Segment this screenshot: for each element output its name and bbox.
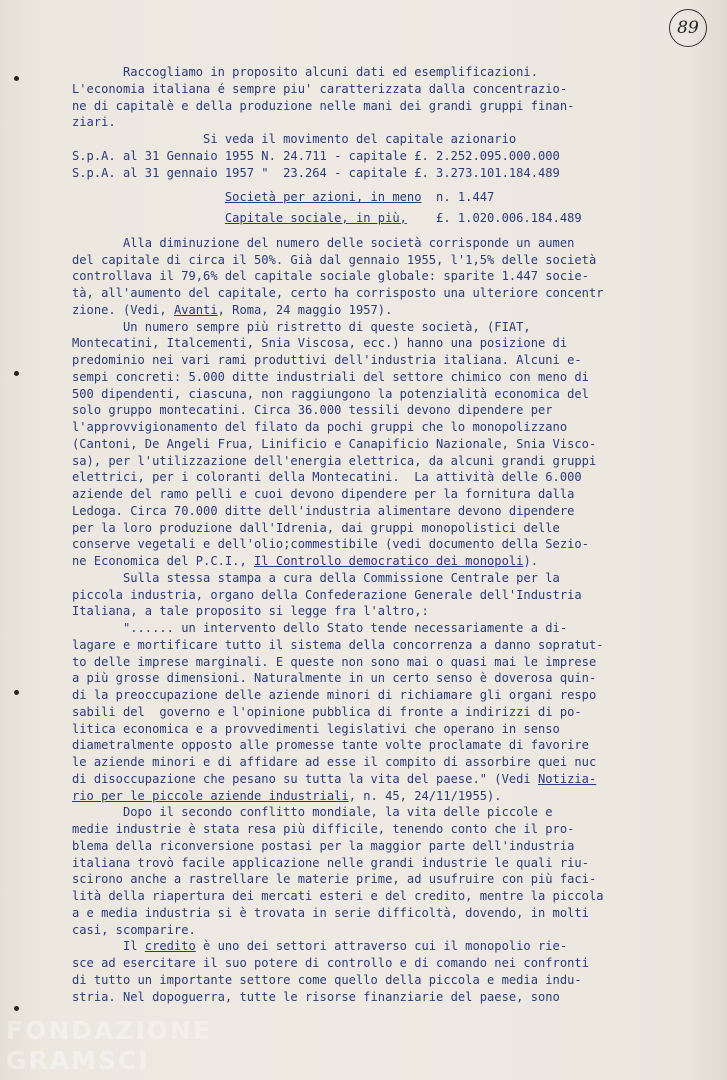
underlined-text: credito bbox=[144, 939, 196, 954]
watermark-line: GRAMSCI bbox=[6, 1046, 150, 1075]
text-line bbox=[72, 165, 722, 182]
text-line bbox=[72, 235, 722, 252]
line-text: italiana trovò facile applicazione nelle grandi industrie le quali riu- bbox=[72, 855, 589, 870]
line-text: , Roma, 24 maggio 1957). bbox=[217, 302, 393, 317]
text-line bbox=[72, 98, 722, 115]
line-text: , n. 45, 24/11/1955). bbox=[348, 788, 502, 803]
text-line bbox=[72, 620, 722, 637]
underlined-text: Avanti bbox=[173, 302, 218, 317]
line-text: solo gruppo montecatini. Circa 36.000 tessili devono dipendere per bbox=[72, 403, 553, 418]
text-line bbox=[72, 804, 722, 821]
line-text: ne Economica del P.C.I., bbox=[72, 554, 255, 568]
text-line bbox=[72, 721, 722, 738]
line-text: sce ad esercitare il suo potere di controllo e di comando nei confronti bbox=[72, 956, 589, 970]
line-text: zione. (Vedi, bbox=[72, 302, 174, 317]
text-line bbox=[72, 386, 722, 403]
line-text: Ledoga. Circa 70.000 ditte dell'industria alimentare devono dipendere bbox=[72, 503, 575, 518]
page-number: 89 bbox=[669, 9, 707, 47]
typewritten-body bbox=[72, 64, 722, 1005]
text-line bbox=[72, 570, 722, 587]
text-line bbox=[72, 553, 722, 570]
line-text: conserve vegetali e dell'olio;commestibile (vedi documento della Sezio- bbox=[72, 537, 589, 552]
line-text: litica economica e a provvedimenti legislativi che operano in senso bbox=[72, 721, 560, 736]
line-text: 500 dipendenti, ciascuna, non raggiungono la potenzialità economica del bbox=[72, 386, 589, 401]
text-line bbox=[72, 319, 722, 336]
text-line bbox=[72, 402, 722, 419]
line-text: del capitale di circa il 50%. Già dal gennaio 1955, l'1,5% delle società bbox=[72, 252, 597, 267]
watermark-line: FONDAZIONE bbox=[6, 1016, 213, 1045]
line-text: di la preoccupazione delle aziende minori di richiamare gli organi respo bbox=[72, 688, 597, 702]
line-text: Un numero sempre più ristretto di queste società, (FIAT, bbox=[72, 319, 531, 334]
text-line bbox=[72, 754, 722, 771]
text-line bbox=[72, 955, 722, 972]
text-line bbox=[72, 637, 722, 654]
text-line bbox=[72, 536, 722, 553]
text-line bbox=[72, 520, 722, 537]
text-line bbox=[72, 335, 722, 352]
line-text: Dopo il secondo conflitto mondiale, la vita delle piccole e bbox=[72, 805, 553, 820]
text-line bbox=[72, 821, 722, 838]
line-text: lità della riapertura dei mercati esteri e del credito, mentre la piccola bbox=[72, 889, 604, 903]
line-text: per la loro produzione dall'Idrenia, dai gruppi monopolistici delle bbox=[72, 520, 560, 535]
text-line bbox=[72, 436, 722, 453]
line-text bbox=[72, 211, 225, 225]
line-text: predominio nei vari rami produttivi dell'industria italiana. Alcuni e- bbox=[72, 353, 582, 367]
text-line bbox=[72, 352, 722, 369]
text-line bbox=[72, 972, 722, 989]
line-text: £. 1.020.006.184.489 bbox=[406, 211, 582, 225]
text-line bbox=[72, 81, 722, 98]
line-text: Italiana, a tale proposito si legge fra l'altro,: bbox=[72, 604, 429, 619]
underlined-text: rio per le piccole aziende industriali bbox=[72, 788, 349, 803]
margin-punch-mark bbox=[14, 690, 19, 695]
line-text: diametralmente opposto alle promesse tante volte proclamate di favorire bbox=[72, 738, 589, 753]
margin-punch-mark bbox=[14, 76, 19, 81]
underlined-text: Il Controllo democratico dei monopoli bbox=[254, 554, 524, 568]
text-line bbox=[72, 989, 722, 1006]
line-text: a e media industria si è trovata in serie difficoltà, dovendo, in molti bbox=[72, 905, 589, 920]
line-text: lagare e mortificare tutto il sistema della concorrenza a danno sopratut- bbox=[72, 637, 604, 652]
line-text: casi, scomparire. bbox=[72, 922, 196, 937]
line-text: sa), per l'utilizzazione dell'energia elettrica, da alcuni grandi gruppi bbox=[72, 453, 597, 468]
line-text: l'approvvigionamento del filato da pochi gruppi che lo monopolizzano bbox=[72, 420, 568, 434]
text-line bbox=[72, 419, 722, 436]
text-line bbox=[72, 227, 722, 235]
text-line bbox=[72, 503, 722, 520]
text-line bbox=[72, 210, 722, 227]
line-text: è uno dei settori attraverso cui il monopolio rie- bbox=[195, 939, 568, 954]
text-line bbox=[72, 181, 722, 189]
text-line bbox=[72, 687, 722, 704]
line-text: di disoccupazione che pesano su tutta la vita del paese." (Vedi bbox=[72, 771, 538, 786]
line-text: to delle imprese marginali. E queste non sono mai o quasi mai le imprese bbox=[72, 654, 597, 669]
line-text: blema della riconversione postasi per la maggior parte dell'industria bbox=[72, 838, 575, 853]
line-text: sabili del governo e l'opinione pubblica di fronte a indirizzi di po- bbox=[72, 704, 582, 719]
text-line bbox=[72, 855, 722, 872]
text-line bbox=[72, 189, 722, 206]
text-line bbox=[72, 486, 722, 503]
line-text: di tutto un importante settore come quello della piccola e media indu- bbox=[72, 972, 582, 987]
margin-punch-mark bbox=[14, 1006, 19, 1011]
line-text: ne di capitalè e della produzione nelle mani dei grandi gruppi finan- bbox=[72, 98, 575, 113]
line-text: aziende del ramo pelli e cuoi devono dipendere per la fornitura dalla bbox=[72, 487, 575, 501]
line-text: tà, all'aumento del capitale, certo ha corrisposto una ulteriore concentr bbox=[72, 286, 604, 300]
underlined-text: Capitale sociale, in più, bbox=[224, 211, 407, 225]
line-text: Si veda il movimento del capitale azionario bbox=[72, 132, 517, 146]
line-text: le aziende minori e di affidare ad esse il compito di assorbire quei nuc bbox=[72, 755, 597, 769]
margin-punch-mark bbox=[14, 371, 19, 376]
line-text: n. 1.447 bbox=[421, 190, 495, 205]
line-text: ). bbox=[523, 554, 538, 568]
underlined-text: Società per azioni, in meno bbox=[224, 190, 422, 205]
line-text: S.p.A. al 31 gennaio 1957 " 23.264 - capitale £. 3.273.101.184.489 bbox=[72, 165, 560, 180]
text-line bbox=[72, 469, 722, 486]
line-text: Il bbox=[72, 939, 145, 954]
text-line bbox=[72, 587, 722, 604]
text-line bbox=[72, 114, 722, 131]
text-line bbox=[72, 737, 722, 754]
text-line bbox=[72, 704, 722, 721]
text-line bbox=[72, 922, 722, 939]
text-line bbox=[72, 771, 722, 788]
text-line bbox=[72, 268, 722, 285]
text-line bbox=[72, 131, 722, 148]
line-text: stria. Nel dopoguerra, tutte le risorse finanziarie del paese, sono bbox=[72, 989, 560, 1004]
text-line bbox=[72, 888, 722, 905]
text-line bbox=[72, 603, 722, 620]
line-text: a più grosse dimensioni. Naturalmente in un certo senso è doverosa quin- bbox=[72, 671, 597, 686]
archive-watermark bbox=[6, 1016, 212, 1076]
line-text: (Cantoni, De Angeli Frua, Linificio e Canapificio Nazionale, Snia Visco- bbox=[72, 436, 597, 451]
text-line bbox=[72, 302, 722, 319]
text-line bbox=[72, 654, 722, 671]
text-line bbox=[72, 938, 722, 955]
text-line bbox=[72, 64, 722, 81]
line-text: controllava il 79,6% del capitale sociale globale: sparite 1.447 socie- bbox=[72, 269, 589, 284]
underlined-text: Notizia- bbox=[538, 771, 597, 786]
text-line bbox=[72, 453, 722, 470]
text-line bbox=[72, 905, 722, 922]
line-text: scirono anche a rastrellare le materie prime, ad usufruire con più faci- bbox=[72, 872, 597, 887]
text-line bbox=[72, 252, 722, 269]
line-text: Sulla stessa stampa a cura della Commissione Centrale per la bbox=[72, 570, 560, 585]
text-line bbox=[72, 838, 722, 855]
line-text: ziari. bbox=[72, 115, 116, 130]
line-text bbox=[72, 190, 225, 204]
line-text: medie industrie è stata resa più difficile, tenendo conto che il pro- bbox=[72, 822, 575, 836]
line-text: Alla diminuzione del numero delle società corrisponde un aumen bbox=[72, 235, 575, 250]
line-text: L'economia italiana é sempre piu' caratterizzata dalla concentrazio- bbox=[72, 81, 568, 96]
line-text: elettrici, per i coloranti della Montecatini. La attività delle 6.000 bbox=[72, 470, 582, 485]
text-line bbox=[72, 148, 722, 165]
line-text: S.p.A. al 31 Gennaio 1955 N. 24.711 - capitale £. 2.252.095.000.000 bbox=[72, 148, 560, 163]
text-line bbox=[72, 788, 722, 805]
line-text: "...... un intervento dello Stato tende necessariamente a di- bbox=[72, 621, 568, 635]
line-text: Raccogliamo in proposito alcuni dati ed esemplificazioni. bbox=[72, 65, 538, 79]
line-text: piccola industria, organo della Confederazione Generale dell'Industria bbox=[72, 587, 582, 602]
line-text: sempi concreti: 5.000 ditte industriali del settore chimico con meno di bbox=[72, 369, 589, 384]
text-line bbox=[72, 369, 722, 386]
line-text: Montecatini, Italcementi, Snia Viscosa, ecc.) hanno una posizione di bbox=[72, 336, 568, 351]
text-line bbox=[72, 871, 722, 888]
text-line bbox=[72, 285, 722, 302]
text-line bbox=[72, 670, 722, 687]
